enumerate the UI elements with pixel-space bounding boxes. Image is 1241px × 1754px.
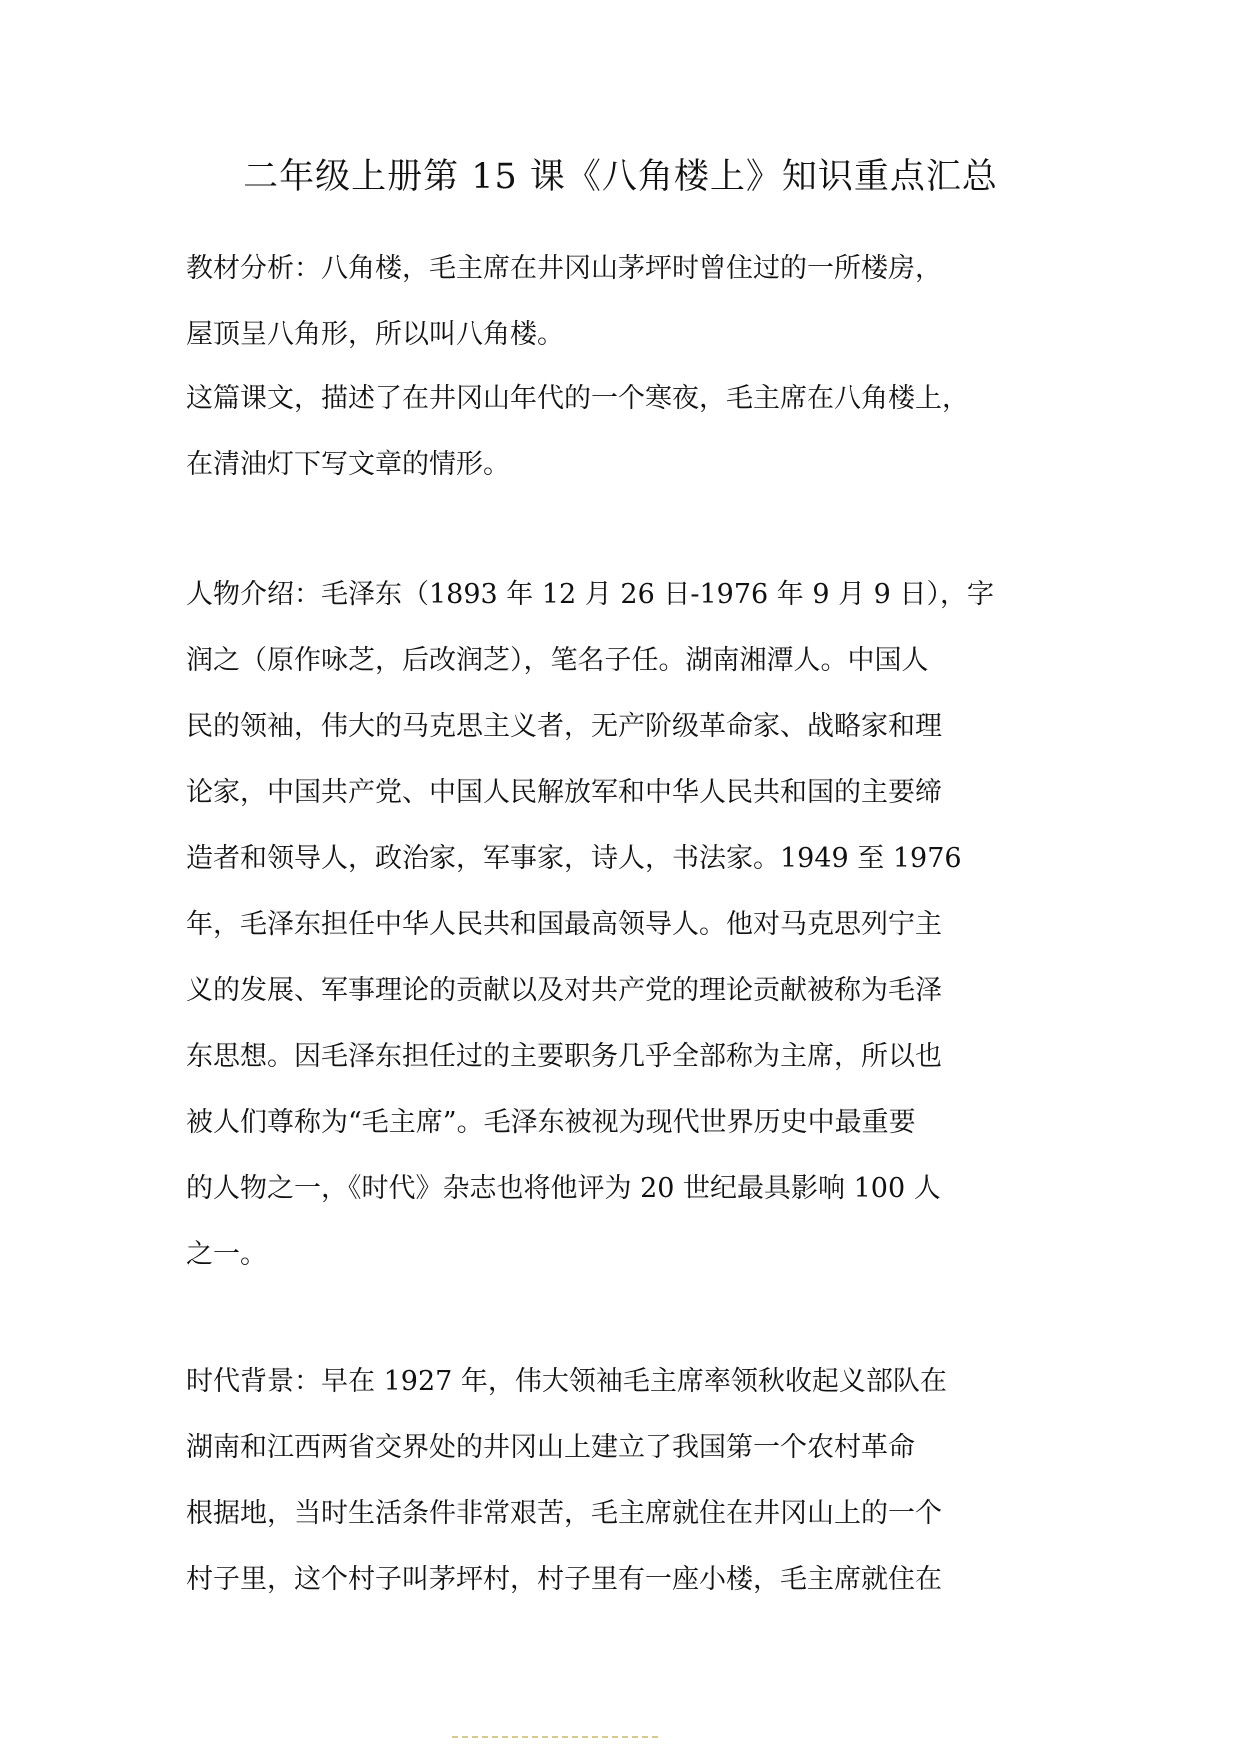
scan-artifact: [452, 1736, 662, 1738]
text-line: 义的发展、军事理论的贡献以及对共产党的理论贡献被称为毛泽: [186, 975, 942, 1006]
text-line: 润之（原作咏芝，后改润芝），笔名子任。湖南湘潭人。中国人: [186, 645, 929, 676]
text-line: 论家，中国共产党、中国人民解放军和中华人民共和国的主要缔: [186, 777, 942, 808]
text-line: 湖南和江西两省交界处的井冈山上建立了我国第一个农村革命: [186, 1432, 915, 1463]
text-line: 被人们尊称为“毛主席”。毛泽东被视为现代世界历史中最重要: [186, 1107, 916, 1138]
text-line: 人物介绍：毛泽东（1893 年 12 月 26 日-1976 年 9 月 9 日），字: [186, 579, 994, 610]
text-line: 根据地，当时生活条件非常艰苦，毛主席就住在井冈山上的一个: [186, 1498, 942, 1529]
paragraph-character-introduction: [186, 562, 1056, 1288]
page-title: 二年级上册第 15 课《八角楼上》知识重点汇总: [243, 157, 998, 197]
text-line: 在清油灯下写文章的情形。: [186, 449, 510, 480]
paragraph-textbook-analysis: [186, 236, 1056, 368]
text-line: 屋顶呈八角形，所以叫八角楼。: [186, 319, 564, 350]
text-line: 造者和领导人，政治家，军事家，诗人，书法家。1949 至 1976: [186, 843, 962, 874]
text-line: 民的领袖，伟大的马克思主义者，无产阶级革命家、战略家和理: [186, 711, 942, 742]
text-line: 东思想。因毛泽东担任过的主要职务几乎全部称为主席，所以也: [186, 1041, 942, 1072]
text-line: 村子里，这个村子叫茅坪村，村子里有一座小楼，毛主席就住在: [186, 1564, 942, 1595]
paragraph-text-description: [186, 366, 1056, 498]
text-line: 的人物之一，《时代》杂志也将他评为 20 世纪最具影响 100 人: [186, 1173, 941, 1204]
text-line: 教材分析：八角楼，毛主席在井冈山茅坪时曾住过的一所楼房，: [186, 253, 942, 284]
text-line: 这篇课文，描述了在井冈山年代的一个寒夜，毛主席在八角楼上，: [186, 383, 969, 414]
text-line: 时代背景：早在 1927 年，伟大领袖毛主席率领秋收起义部队在: [186, 1366, 947, 1397]
paragraph-historical-background: [186, 1349, 1056, 1613]
text-line: 年，毛泽东担任中华人民共和国最高领导人。他对马克思列宁主: [186, 909, 942, 940]
text-line: 之一。: [186, 1239, 267, 1270]
